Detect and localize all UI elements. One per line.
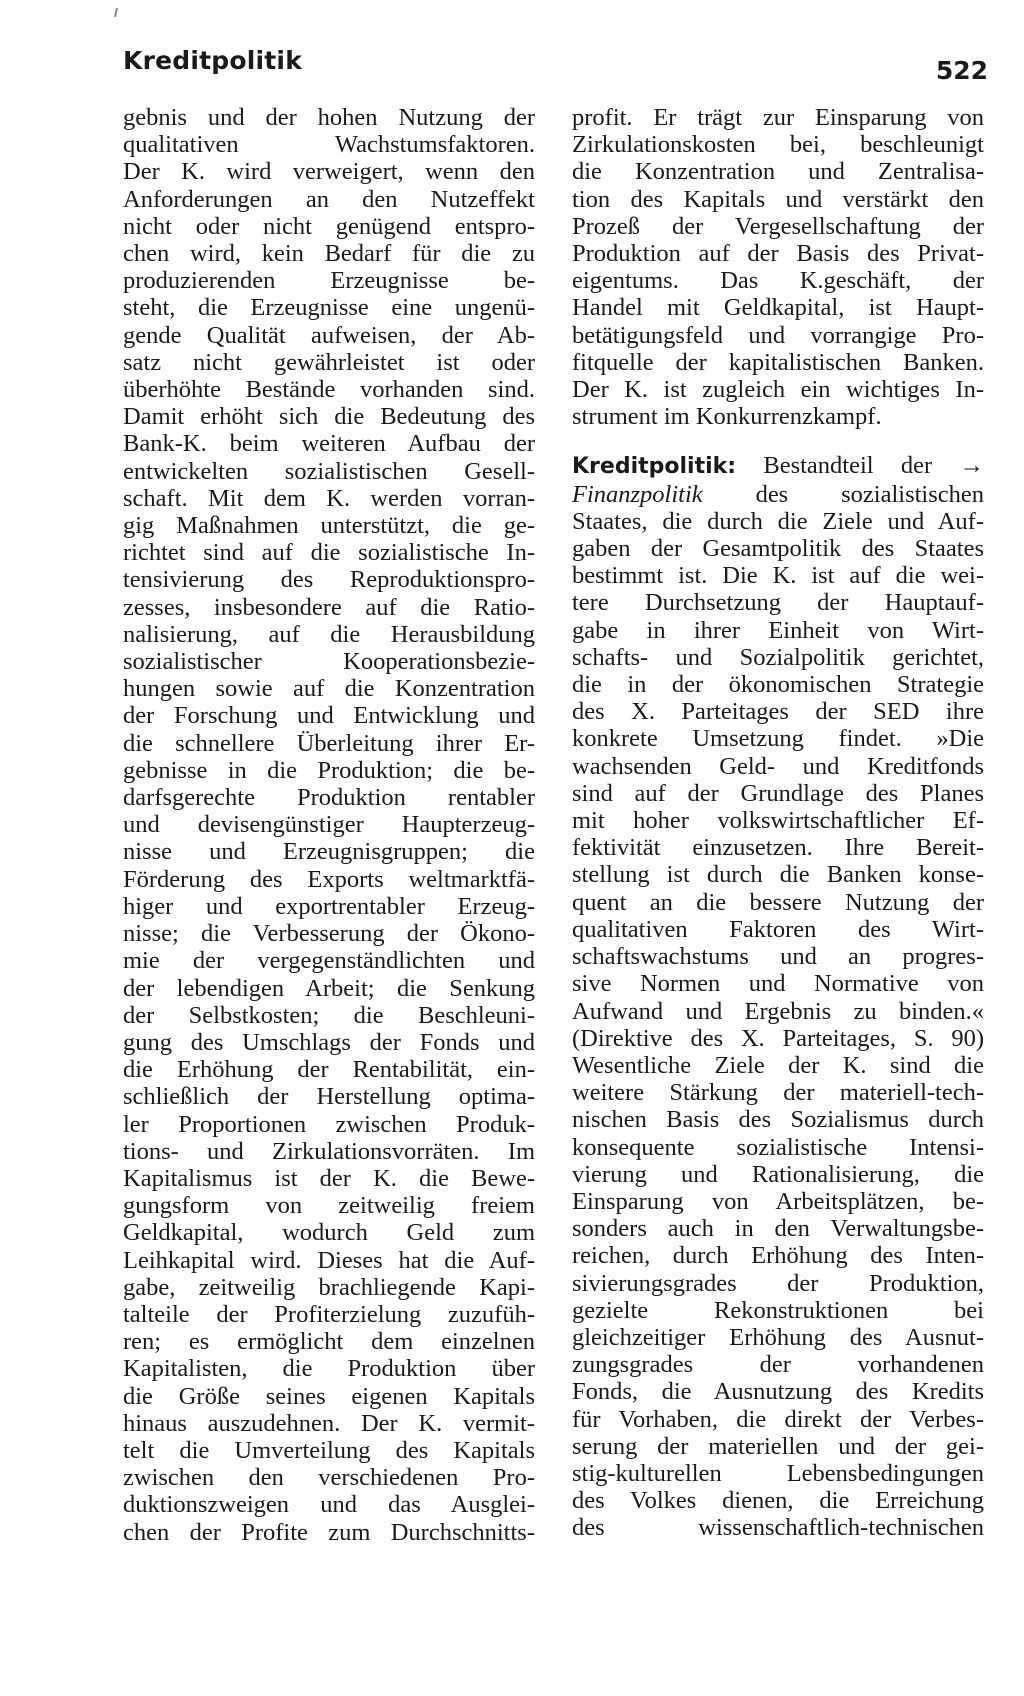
- previous-entry-continuation: [572, 104, 984, 430]
- text-line: mit hoher volkswirtschaftlicher Ef-: [572, 807, 984, 835]
- text-line: gleichzeitiger Erhöhung des Ausnut-: [572, 1323, 984, 1351]
- right-text-column: [572, 104, 984, 1542]
- text-line: Förderung des Exports weltmarktfä-: [123, 865, 535, 893]
- text-line: zwischen den verschiedenen Pro-: [123, 1464, 535, 1492]
- text-line: tere Durchsetzung der Hauptauf-: [572, 589, 984, 617]
- text-line: hinaus auszudehnen. Der K. vermit-: [123, 1409, 535, 1437]
- text-line: gebnisse in die Produktion; die be-: [123, 756, 535, 784]
- text-line: vierung und Rationalisierung, die: [572, 1160, 984, 1188]
- text-line: reichen, durch Erhöhung des Inten-: [572, 1242, 984, 1270]
- text-line: serung der materiellen und der gei-: [572, 1432, 984, 1460]
- text-line: Der K. wird verweigert, wenn den: [123, 158, 535, 186]
- text-line: gaben der Gesamtpolitik des Staates: [572, 535, 984, 563]
- text-line: der Selbstkosten; die Beschleuni-: [123, 1001, 535, 1029]
- text-line: die schnellere Überleitung ihrer Er-: [123, 729, 535, 757]
- text-line: der Forschung und Entwicklung und: [123, 702, 535, 730]
- text-line: fektivität einzusetzen. Ihre Bereit-: [572, 834, 984, 862]
- text-line: duktionszweigen und das Ausglei-: [123, 1491, 535, 1519]
- text-line: gebnis und der hohen Nutzung der: [123, 104, 535, 131]
- text-line: für Vorhaben, die direkt der Verbes-: [572, 1405, 984, 1433]
- scan-mark: [114, 8, 118, 17]
- text-line: Prozeß der Vergesellschaftung der: [572, 212, 984, 240]
- text-line: mie der vergegenständlichten und: [123, 947, 535, 975]
- text-line: ren; es ermöglicht dem einzelnen: [123, 1328, 535, 1356]
- text-line: des wissenschaftlich-technischen: [572, 1514, 984, 1542]
- text-line: sivierungsgrades der Produktion,: [572, 1269, 984, 1297]
- entry-second-line: [572, 481, 984, 508]
- text-line: fitquelle der kapitalistischen Banken.: [572, 348, 984, 376]
- text-line: gende Qualität aufweisen, der Ab-: [123, 321, 535, 349]
- text-line: die Konzentration und Zentralisa-: [572, 158, 984, 186]
- text-line: profit. Er trägt zur Einsparung von: [572, 104, 984, 131]
- text-line: Produktion auf der Basis des Privat-: [572, 240, 984, 268]
- text-line: und devisengünstiger Haupterzeug-: [123, 811, 535, 839]
- text-line: wachsenden Geld- und Kreditfonds: [572, 752, 984, 780]
- text-line: Der K. ist zugleich ein wichtiges In-: [572, 376, 984, 404]
- text-line: Handel mit Geldkapital, ist Haupt-: [572, 294, 984, 322]
- text-line: die Erhöhung der Rentabilität, ein-: [123, 1056, 535, 1084]
- text-line: des X. Parteitages der SED ihre: [572, 698, 984, 726]
- text-line: stig-kulturellen Lebensbedingungen: [572, 1459, 984, 1487]
- text-line: entwickelten sozialistischen Gesell-: [123, 457, 535, 485]
- entry-separator: [572, 430, 984, 452]
- entry-second-line-text: des sozialistischen: [755, 480, 984, 508]
- text-line: schaftswachstums und an progres-: [572, 943, 984, 971]
- text-line: telt die Umverteilung des Kapitals: [123, 1436, 535, 1464]
- text-line: der lebendigen Arbeit; die Senkung: [123, 974, 535, 1002]
- text-line: chen wird, kein Bedarf für die zu: [123, 240, 535, 268]
- text-line: Fonds, die Ausnutzung des Kredits: [572, 1378, 984, 1406]
- text-line: des Volkes dienen, die Erreichung: [572, 1487, 984, 1515]
- text-line: Geldkapital, wodurch Geld zum: [123, 1219, 535, 1247]
- text-line: higer und exportrentabler Erzeug-: [123, 892, 535, 920]
- text-line: bestimmt ist. Die K. ist auf die wei-: [572, 562, 984, 590]
- text-line: tion des Kapitals und verstärkt den: [572, 185, 984, 213]
- text-line: chen der Profite zum Durchschnitts-: [123, 1518, 535, 1546]
- text-line: qualitativen Faktoren des Wirt-: [572, 915, 984, 943]
- text-line: Kapitalismus ist der K. die Bewe-: [123, 1164, 535, 1192]
- page-number: 522: [935, 56, 988, 85]
- text-line: gig Maßnahmen unterstützt, die ge-: [123, 512, 535, 540]
- text-line: sonders auch in den Verwaltungsbe-: [572, 1215, 984, 1243]
- text-line: (Direktive des X. Parteitages, S. 90): [572, 1024, 984, 1052]
- text-line: nicht oder nicht genügend entspro-: [123, 212, 535, 240]
- text-line: Einsparung von Arbeitsplätzen, be-: [572, 1187, 984, 1215]
- text-line: konsequente sozialistische Intensi-: [572, 1133, 984, 1161]
- text-line: weitere Stärkung der materiell-tech-: [572, 1079, 984, 1107]
- text-line: talteile der Profiterzielung zuzufüh-: [123, 1300, 535, 1328]
- text-line: die in der ökonomischen Strategie: [572, 671, 984, 699]
- text-line: die Größe seines eigenen Kapitals: [123, 1382, 535, 1410]
- text-line: Leihkapital wird. Dieses hat die Auf-: [123, 1246, 535, 1274]
- text-line: gabe, zeitweilig brachliegende Kapi-: [123, 1273, 535, 1301]
- text-line: tions- und Zirkulationsvorräten. Im: [123, 1137, 535, 1165]
- text-line: sind auf der Grundlage des Planes: [572, 779, 984, 807]
- text-line: hungen sowie auf die Konzentration: [123, 675, 535, 703]
- text-line: darfsgerechte Produktion rentabler: [123, 784, 535, 812]
- text-line: qualitativen Wachstumsfaktoren.: [123, 131, 535, 159]
- text-line: schaft. Mit dem K. werden vorran-: [123, 484, 535, 512]
- text-line: richtet sind auf die sozialistische In-: [123, 539, 535, 567]
- text-line: Staates, die durch die Ziele und Auf-: [572, 507, 984, 535]
- text-line: tensivierung des Reproduktionspro-: [123, 566, 535, 594]
- text-line: quent an die bessere Nutzung der: [572, 888, 984, 916]
- text-line: schließlich der Herstellung optima-: [123, 1083, 535, 1111]
- text-line: Anforderungen an den Nutzeffekt: [123, 185, 535, 213]
- left-text-column: [123, 104, 535, 1546]
- text-line: nischen Basis des Sozialismus durch: [572, 1106, 984, 1134]
- text-line: Zirkulationskosten bei, beschleunigt: [572, 131, 984, 159]
- text-line: steht, die Erzeugnisse eine ungenü-: [123, 294, 535, 322]
- running-header-title: Kreditpolitik: [123, 46, 303, 75]
- text-line: stellung ist durch die Banken konse-: [572, 861, 984, 889]
- entry-body: [572, 508, 984, 1542]
- text-line: eigentums. Das K.geschäft, der: [572, 267, 984, 295]
- text-line: satz nicht gewährleistet ist oder: [123, 348, 535, 376]
- text-line: gezielte Rekonstruktionen bei: [572, 1296, 984, 1324]
- text-line: nisse; die Verbesserung der Ökono-: [123, 920, 535, 948]
- text-line: Kapitalisten, die Produktion über: [123, 1355, 535, 1383]
- text-line: Wesentliche Ziele der K. sind die: [572, 1051, 984, 1079]
- text-line: ler Proportionen zwischen Produk-: [123, 1110, 535, 1138]
- text-line: Aufwand und Ergebnis zu binden.«: [572, 997, 984, 1025]
- text-line: zesses, insbesondere auf die Ratio-: [123, 593, 535, 621]
- cross-reference-link[interactable]: Finanzpolitik: [572, 480, 703, 508]
- entry-first-line: [572, 452, 984, 480]
- text-line: Bank-K. beim weiteren Aufbau der: [123, 430, 535, 458]
- text-line: sozialistischer Kooperationsbezie-: [123, 648, 535, 676]
- text-line: sive Normen und Normative von: [572, 970, 984, 998]
- text-line: zungsgrades der vorhandenen: [572, 1351, 984, 1379]
- text-line: überhöhte Bestände vorhanden sind.: [123, 376, 535, 404]
- text-line: gabe in ihrer Einheit von Wirt-: [572, 616, 984, 644]
- text-line: schafts- und Sozialpolitik gerichtet,: [572, 643, 984, 671]
- text-line: konkrete Umsetzung findet. »Die: [572, 725, 984, 753]
- text-line: nalisierung, auf die Herausbildung: [123, 620, 535, 648]
- text-line: nisse und Erzeugnisgruppen; die: [123, 838, 535, 866]
- text-line: strument im Konkurrenzkampf.: [572, 403, 882, 431]
- text-line: Damit erhöht sich die Bedeutung des: [123, 403, 535, 431]
- text-line: produzierenden Erzeugnisse be-: [123, 267, 535, 295]
- dictionary-entry-kreditpolitik: [572, 452, 984, 1541]
- text-line: gungsform von zeitweilig freiem: [123, 1192, 535, 1220]
- text-line: gung des Umschlags der Fonds und: [123, 1028, 535, 1056]
- text-line: betätigungsfeld und vorrangige Pro-: [572, 321, 984, 349]
- entry-headword: Kreditpolitik:: [572, 454, 737, 480]
- entry-first-line-text: Bestandteil der →: [763, 452, 984, 480]
